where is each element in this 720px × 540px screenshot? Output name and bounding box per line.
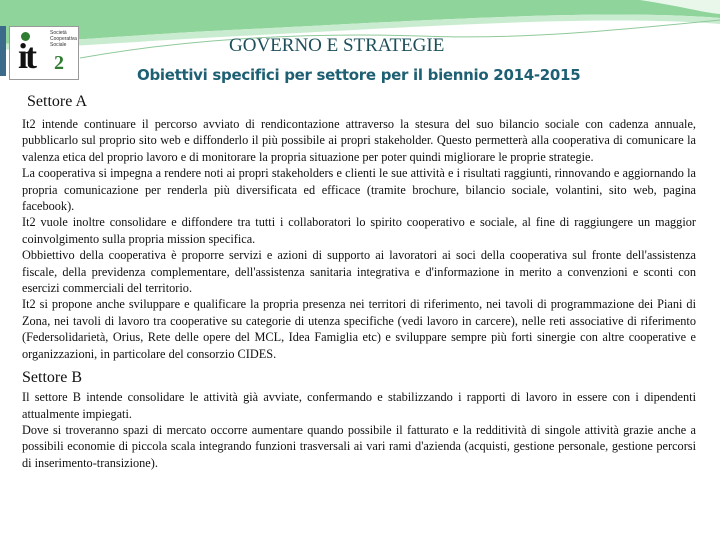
logo-text: it xyxy=(18,36,34,76)
company-logo xyxy=(9,26,79,80)
paragraph: Obbiettivo della cooperativa è proporre servizi e azioni di supporto ai lavoratori ai soci della cooperativa sul fronte dell'assistenza fiscale, della previdenza complementare, dell'assistenza sanitaria integrativa e d'informazione in merito a convenzioni e sconti con esercizi commerciali del territorio. xyxy=(22,248,696,296)
section-a-heading: Settore A xyxy=(27,93,87,110)
section-a-text xyxy=(22,116,696,362)
section-b-text xyxy=(22,389,696,471)
paragraph: La cooperativa si impegna a rendere noti ai propri stakeholders e clienti le sue attività e i risultati raggiunti, rinnovando e aggiornando la propria comunicazione per renderla più diversificata ed efficace (tramite brochure, bilancio sociale, volantini, sito web, pagina facebook). xyxy=(22,166,696,214)
page-subtitle: Obiettivi specifici per settore per il biennio 2014-2015 xyxy=(137,66,581,84)
paragraph: It2 si propone anche sviluppare e qualificare la propria presenza nei territori di riferimento, nei tavoli di programmazione dei Piani di Zona, nei tavoli di lavoro tra cooperative su categorie di utenza specifiche (vedi lavoro in carcere), nelle reti associative di riferimento (Federsolidarietà, Orius, Rete delle opere del MCL, Idea Famiglia etc) e sviluppare sempre più forti sinergie con altre cooperative e organizzazioni, in particolare del consorzio CIDES. xyxy=(22,297,696,361)
page-title: GOVERNO E STRATEGIE xyxy=(229,35,445,56)
paragraph: Dove si troveranno spazi di mercato occorre aumentare quando possibile il fatturato e la redditività di singole attività grazie anche a possibili economie di piccola scala integrando funzioni trasversali ai vari rami d'azienda (acquisti, gestione personale, gestione percorsi di inserimento-transizione). xyxy=(22,422,696,470)
side-accent-bar xyxy=(0,26,6,76)
paragraph: It2 vuole inoltre consolidare e diffondere tra tutti i collaboratori lo spirito cooperativo e sociale, al fine di raggiungere un maggior coinvolgimento sulla propria mission specifica. xyxy=(22,215,696,246)
content-flow xyxy=(22,116,696,471)
paragraph: Il settore B intende consolidare le attività già avviate, confermando e stabilizzando i rapporti di lavoro in essere con i dipendenti attualmente impiegati. xyxy=(22,390,696,421)
section-b-heading: Settore B xyxy=(22,369,82,387)
paragraph: It2 intende continuare il percorso avviato di rendicontazione attraverso la stesura del suo bilancio sociale con cadenza annuale, pubblicarlo sul proprio sito web e diffonderlo il più possibile ai propri stakeholder. Questo permetterà alla cooperativa di comunicare la valenza etica del proprio lavoro e di monitorare la propria situazione per poter quindi migliorare le proprie strategie. xyxy=(22,117,696,164)
logo-number: 2 xyxy=(54,52,64,74)
logo-small-text: Società Cooperativa Sociale xyxy=(50,30,77,48)
